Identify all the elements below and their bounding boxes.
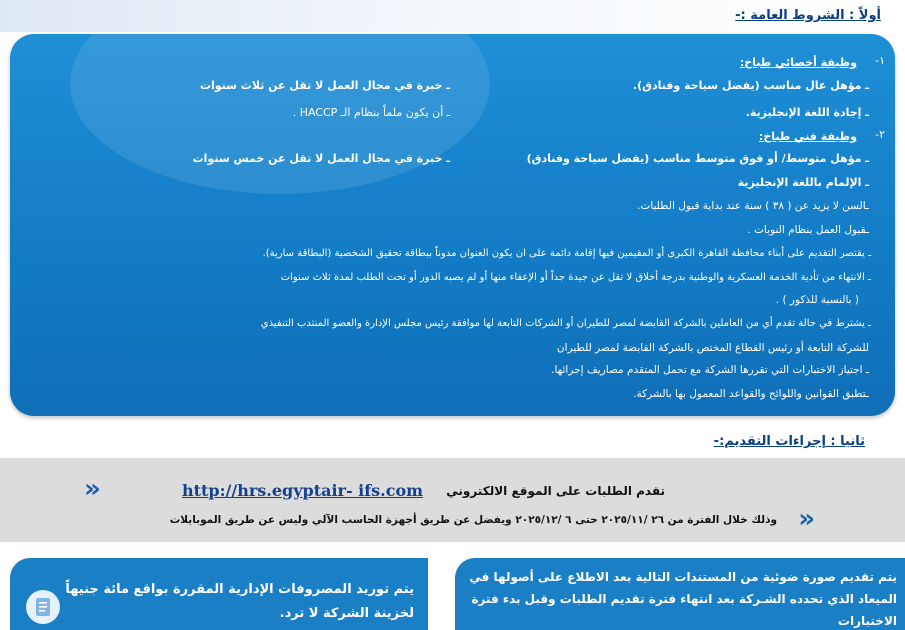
job1-experience: ـ خبرة في مجال العمل لا تقل عن ثلاث سنوات [199, 79, 450, 92]
job2-qualification: ـ مؤهل متوسط/ أو فوق متوسط مناسب (يفضل سياحة وفنادق) [526, 152, 869, 165]
conditions-card [10, 34, 895, 416]
job2-number: ٢- [875, 128, 885, 141]
condition-age: ـالسن لا يزيد عن ( ٣٨ ) سنة عند بداية قبول الطلبات. [637, 200, 869, 212]
document-icon [26, 590, 60, 624]
condition-military-note: ( بالنسبة للذكور ) . [775, 294, 859, 306]
application-band [0, 458, 905, 542]
section-general-title: أولاً : الشروط العامة :- [735, 8, 881, 23]
fees-line1: يتم توريد المصروفات الإدارية المقررة بواقع مائة جنيهاً [65, 582, 414, 597]
application-label: تقدم الطلبات على الموقع الالكتروني [446, 484, 665, 498]
documents-line2: الميعاد الذي تحدده الشـركة بعد انتهاء فترة تقديم الطلبات وقبل بدء فترة [471, 592, 897, 606]
documents-line1: يتم تقديم صورة ضوئية من المستندات التالية بعد الاطلاع على أصولها في [469, 570, 897, 584]
double-chevron-left-icon: « [798, 504, 815, 534]
job2-experience: ـ خبرة في مجال العمل لا تقل عن خمس سنوات [192, 152, 450, 165]
job2-language: ـ الإلمام باللغة الإنجليزية [737, 176, 869, 189]
condition-employees-cont: للشركة التابعة أو رئيس القطاع المختص بالشركة القابضة لمصر للطيران [556, 342, 869, 354]
application-period: وذلك خلال الفترة من ٢٦ /٢٠٢٥/١١ حتى ٦ /٢٠٢٥/١٢ ويفضل عن طريق أجهزة الحاسب الآلي وليس عن طريق الموبايلات [169, 514, 777, 526]
double-chevron-left-icon: « [84, 474, 101, 504]
job1-qualification: ـ مؤهل عال مناسب (يفضل سياحة وفنادق). [632, 79, 869, 92]
documents-box [455, 558, 905, 630]
application-url-link[interactable]: http://hrs.egyptair- ifs.com [182, 481, 424, 500]
job2-title: وظيفة فني طباخ: [758, 130, 857, 143]
fees-line2: لخزينة الشركة لا ترد. [279, 606, 414, 621]
job1-title: وظيفة أخصائي طباخ: [739, 56, 857, 69]
job1-haccp: ـ أن يكون ملماً بنظام الـ HACCP . [292, 106, 450, 119]
condition-laws: ـتطبق القوانين واللوائح والقواعد المعمول بها بالشركة. [633, 388, 869, 400]
section-apply-title: ثانيا : إجراءات التقديم:- [713, 434, 865, 449]
condition-shifts: ـقبول العمل بنظام النوبات . [747, 224, 869, 236]
job1-number: ١- [875, 54, 885, 67]
fees-box [10, 558, 428, 630]
documents-line3: الاختبارات [837, 614, 897, 628]
condition-residence: ـ يقتصر التقديم على أبناء محافظة القاهرة الكبرى أو المقيمين فيها إقامة دائمة على ان يكون العنوان مدوناً ببطاقة تحقيق الشخصية (البطاقة سارية). [262, 248, 871, 259]
condition-military: ـ الانتهاء من تأدية الخدمة العسكرية والوطنية بدرجة أخلاق لا تقل عن جيدة جداً أو الإعفاء منها أو لم يصبه الدور أو تحت الطلب لمدة ثلاث سنوات [280, 272, 871, 283]
job1-language: ـ إجادة اللغة الإنجليزية. [745, 106, 869, 119]
condition-tests: ـ اجتياز الاختبارات التي تقررها الشركة مع تحمل المتقدم مصاريف إجرائها. [551, 364, 869, 376]
condition-employees: ـ يشترط في حالة تقدم أي من العاملين بالشركة القابضة لمصر للطيران أو الشركات التابعة لها موافقة رئيس مجلس الإدارة والعضو المنتدب التنفيذي [260, 318, 871, 329]
